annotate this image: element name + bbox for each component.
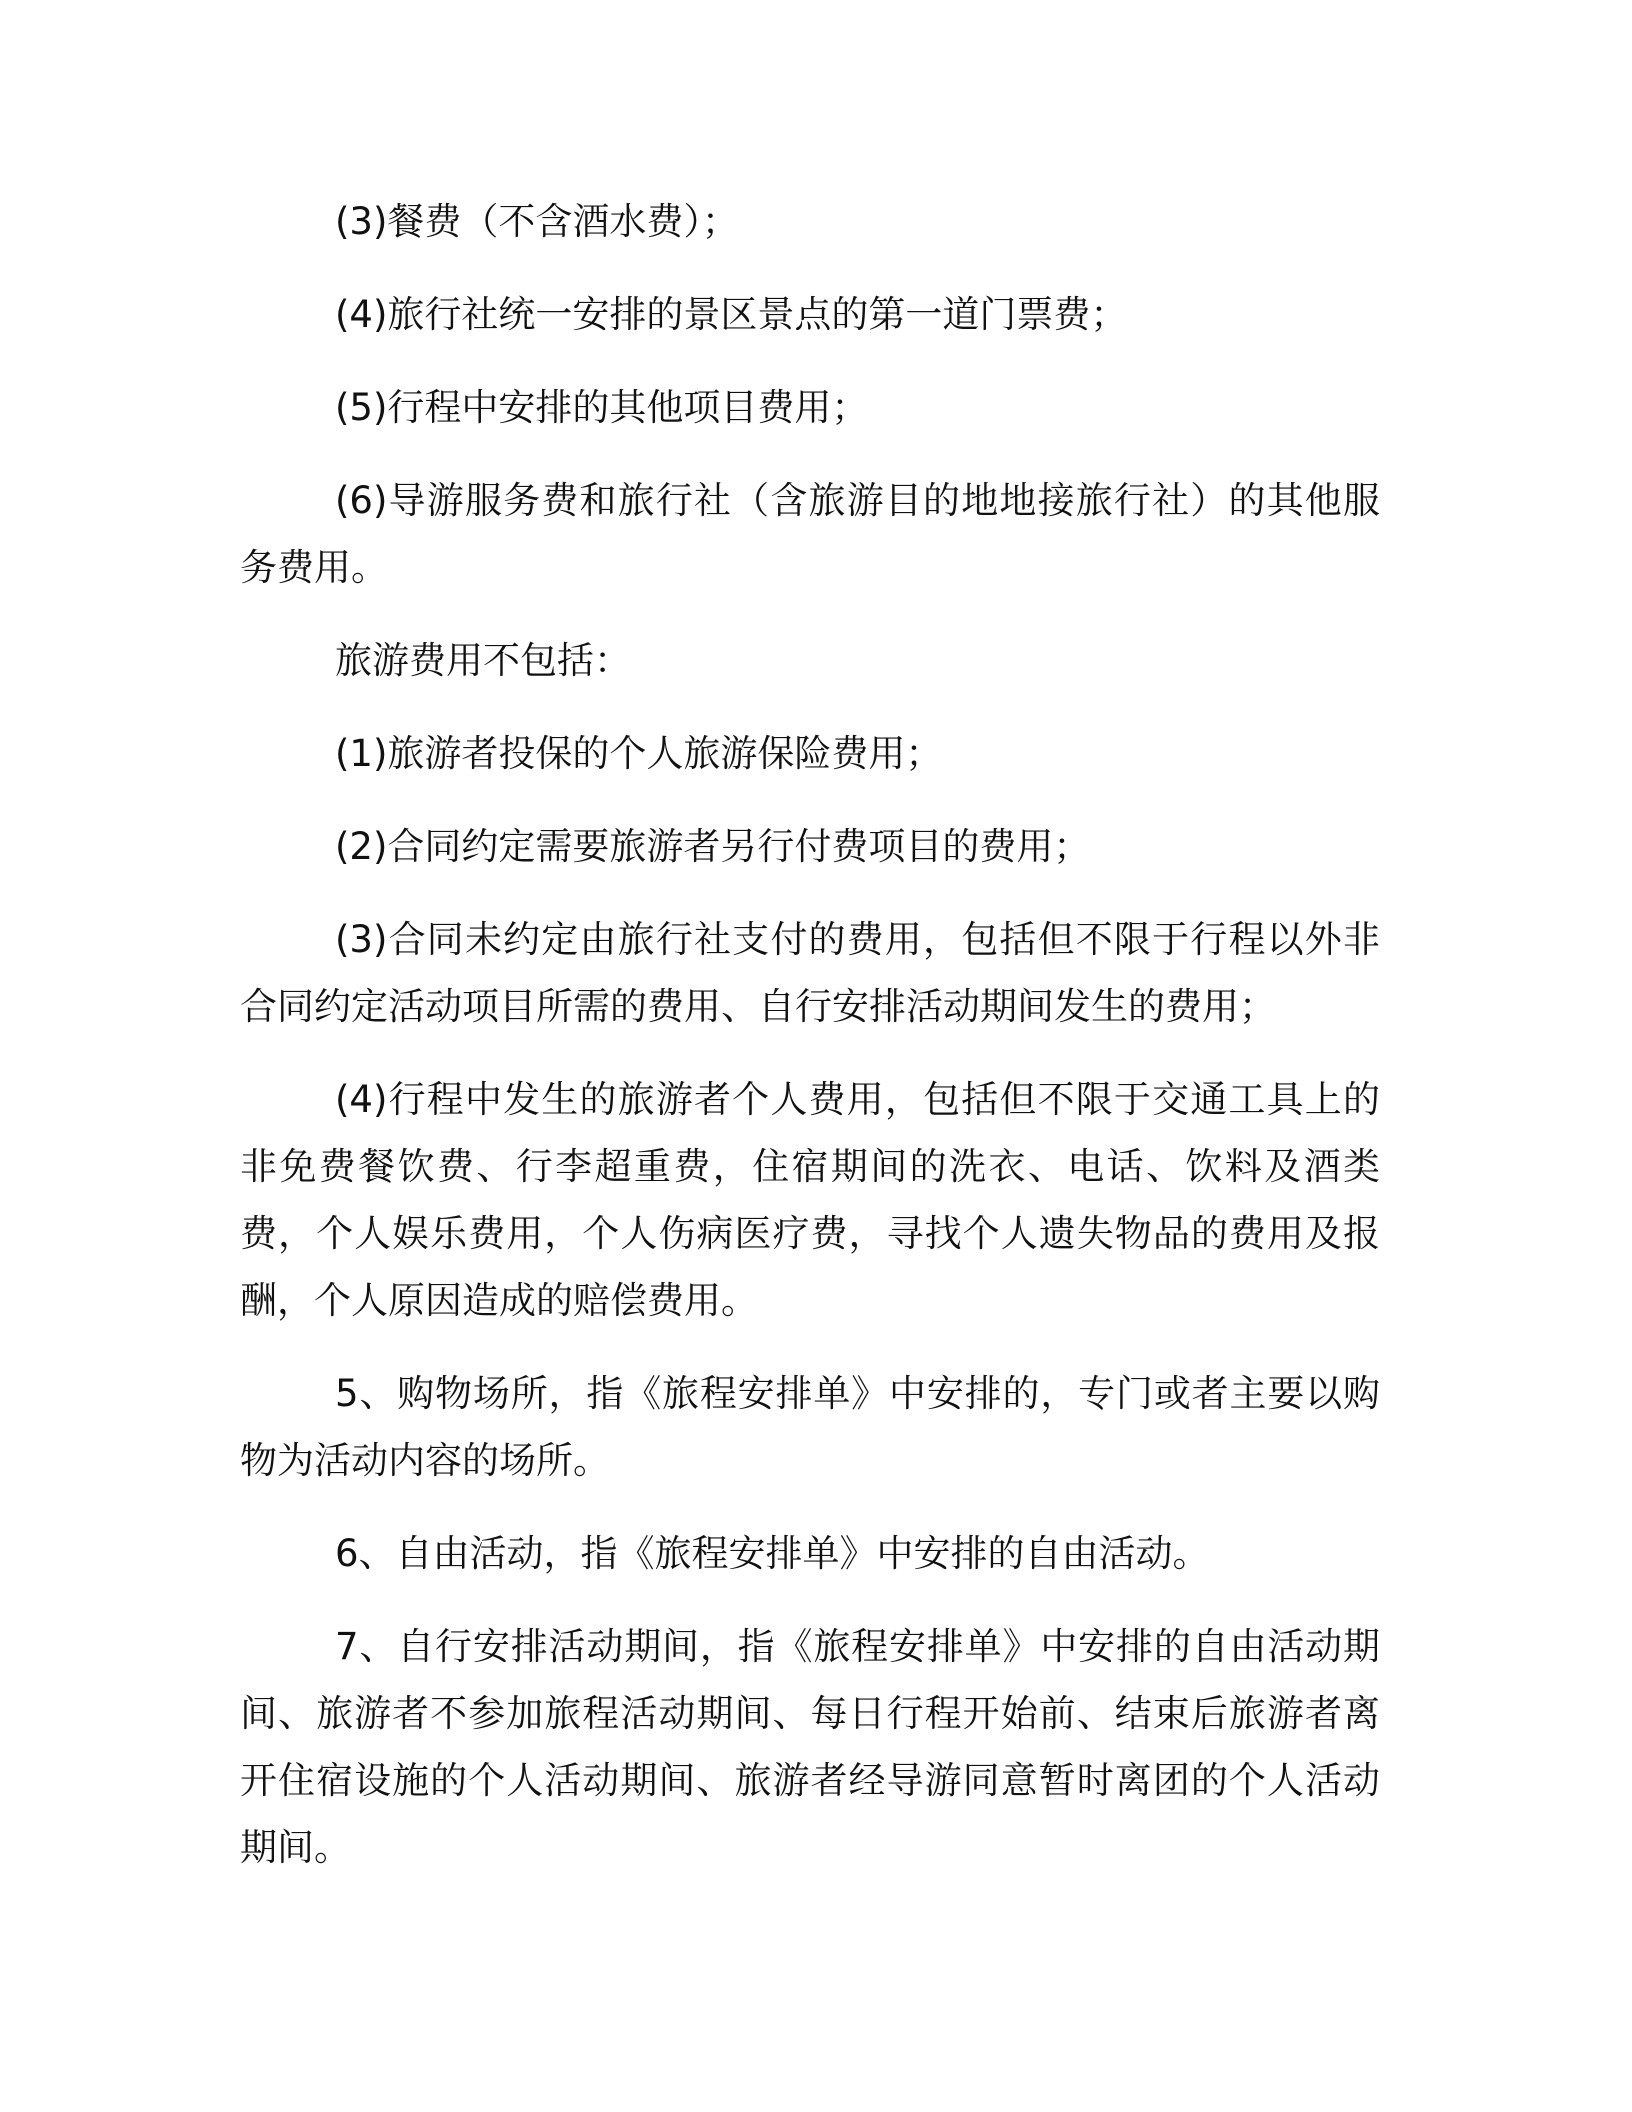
paragraph-unagreed-fees: (3)合同未约定由旅行社支付的费用，包括但不限于行程以外非合同约定活动项目所需的费用、自行安排活动期间发生的费用； <box>240 918 1380 1028</box>
paragraph-insurance-fee: (1)旅游者投保的个人旅游保险费用； <box>335 732 943 775</box>
paragraph-excluded-heading: 旅游费用不包括： <box>335 639 631 682</box>
paragraph-ticket-fee: (4)旅行社统一安排的景区景点的第一道门票费； <box>335 293 1128 336</box>
paragraph-shopping-venue: 5、购物场所，指《旅程安排单》中安排的，专门或者主要以购物为活动内容的场所。 <box>240 1372 1380 1482</box>
paragraph-self-arranged-period: 7、自行安排活动期间，指《旅程安排单》中安排的自由活动期间、旅游者不参加旅程活动期间、每日行程开始前、结束后旅游者离开住宿设施的个人活动期间、旅游者经导游同意暂时离团的个人活动期间。 <box>240 1625 1380 1869</box>
paragraph-guide-service-fee: (6)导游服务费和旅行社（含旅游目的地地接旅行社）的其他服务费用。 <box>240 479 1380 589</box>
paragraph-personal-expenses: (4)行程中发生的旅游者个人费用，包括但不限于交通工具上的非免费餐饮费、行李超重费，住宿期间的洗衣、电话、饮料及酒类费，个人娱乐费用，个人伤病医疗费，寻找个人遗失物品的费用及报酬，个人原因造成的赔偿费用。 <box>240 1078 1380 1322</box>
paragraph-free-activity: 6、自由活动，指《旅程安排单》中安排的自由活动。 <box>335 1532 1210 1575</box>
document-body <box>240 188 1380 1907</box>
paragraph-other-items-fee: (5)行程中安排的其他项目费用； <box>335 386 869 429</box>
paragraph-extra-paid-items: (2)合同约定需要旅游者另行付费项目的费用； <box>335 825 1091 868</box>
paragraph-meal-fee: (3)餐费（不含酒水费）； <box>335 200 739 243</box>
